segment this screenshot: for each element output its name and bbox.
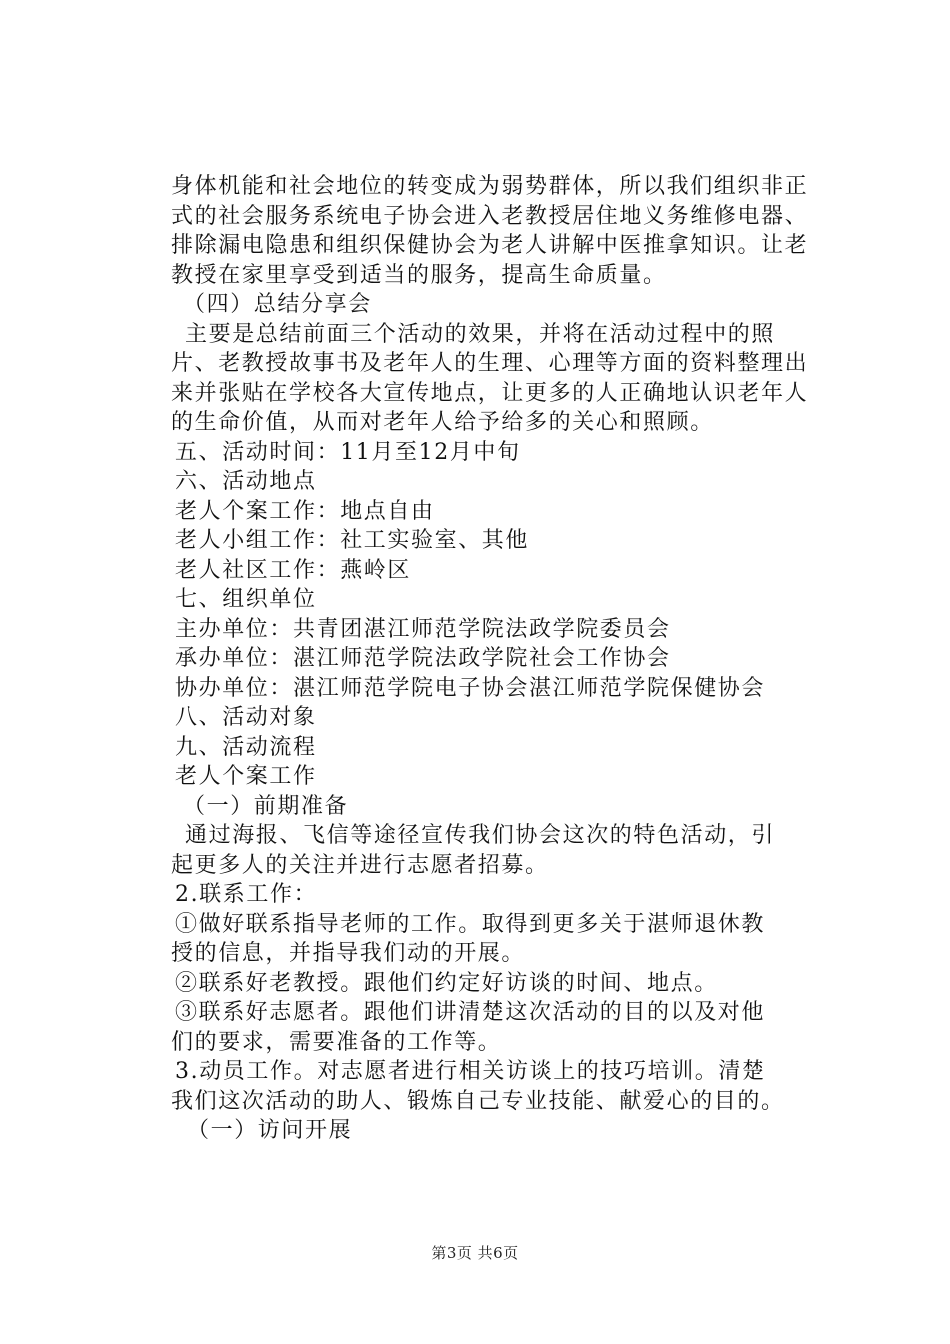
text-line: 老人社区工作：燕岭区 <box>175 557 412 583</box>
paragraph-start: 通过海报、飞信等途径宣传我们协会这次的特色活动，引 <box>185 823 776 848</box>
text-line: 身体机能和社会地位的转变成为弱势群体，所以我们组织非正 <box>171 174 809 199</box>
text-line: 排除漏电隐患和组织保健协会为老人讲解中医推拿知识。让老 <box>171 233 809 258</box>
text-line: 我们这次活动的助人、锻炼自己专业技能、献爱心的目的。 <box>171 1088 785 1114</box>
text-line: 主办单位：共青团湛江师范学院法政学院委员会 <box>175 616 671 642</box>
section-heading: 七、组织单位 <box>175 587 317 612</box>
text-line: 承办单位：湛江师范学院法政学院社会工作协会 <box>175 646 671 671</box>
document-body <box>171 172 836 1146</box>
text-line: 协办单位：湛江师范学院电子协会湛江师范学院保健协会 <box>175 675 766 701</box>
paragraph-start: ①做好联系指导老师的工作。取得到更多关于湛师退休教 <box>175 911 766 937</box>
paragraph-start: ②联系好老教授。跟他们约定好访谈的时间、地点。 <box>175 970 718 996</box>
section-heading: 六、活动地点 <box>175 469 317 494</box>
text-line: 老人个案工作 <box>175 764 317 789</box>
paragraph-start: 主要是总结前面三个活动的效果，并将在活动过程中的照 <box>185 321 776 347</box>
text-line: 起更多人的关注并进行志愿者招募。 <box>171 852 549 878</box>
text-line: 来并张贴在学校各大宣传地点，让更多的人正确地认识老年人 <box>171 380 809 406</box>
text-line: 教授在家里享受到适当的服务，提高生命质量。 <box>171 262 667 288</box>
text-line: 们的要求，需要准备的工作等。 <box>171 1029 502 1055</box>
section-heading: （四）总结分享会 <box>183 292 372 317</box>
text-line: 片、老教授故事书及老年人的生理、心理等方面的资料整理出 <box>171 351 809 376</box>
text-line: 老人个案工作：地点自由 <box>175 498 435 524</box>
paragraph-start: ③联系好志愿者。跟他们讲清楚这次活动的目的以及对他 <box>175 1000 766 1025</box>
text-line: 式的社会服务系统电子协会进入老教授居住地义务维修电器、 <box>171 203 809 229</box>
text-line: 授的信息，并指导我们动的开展。 <box>171 941 526 966</box>
section-heading: 八、活动对象 <box>175 705 317 730</box>
section-heading: （一）访问开展 <box>187 1118 353 1143</box>
section-heading: 九、活动流程 <box>175 734 317 760</box>
text-line: 的生命价值，从而对老年人给予给多的关心和照顾。 <box>171 410 714 435</box>
text-line: 2.联系工作： <box>175 882 318 907</box>
page-number-footer: 第3页 共6页 <box>431 1244 519 1262</box>
section-heading: 五、活动时间：11月至12月中旬 <box>175 439 521 465</box>
section-heading: （一）前期准备 <box>183 793 349 819</box>
text-line: 老人小组工作：社工实验室、其他 <box>175 528 530 553</box>
paragraph-start: 3.动员工作。对志愿者进行相关访谈上的技巧培训。清楚 <box>175 1059 766 1084</box>
